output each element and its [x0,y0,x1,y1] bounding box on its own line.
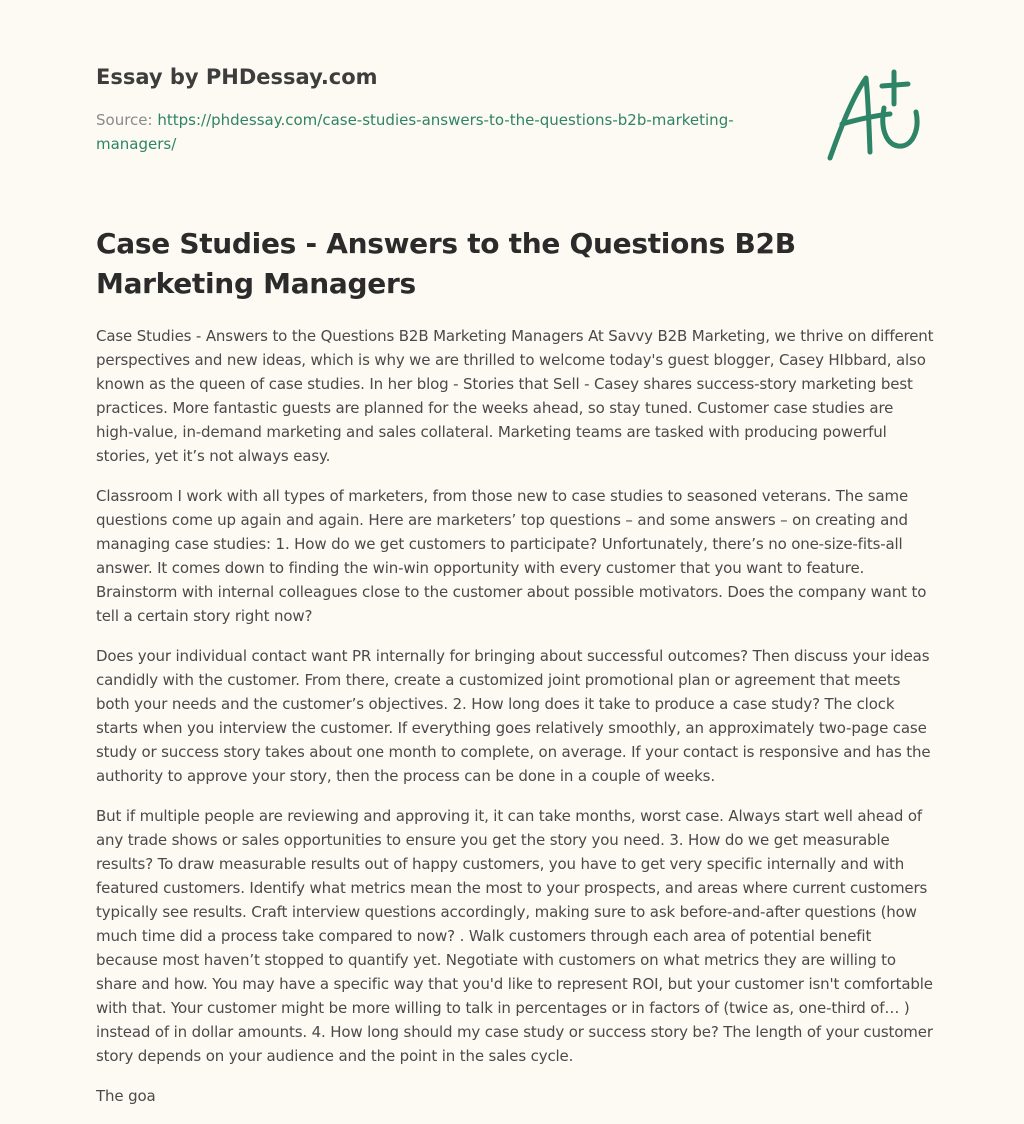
paragraph: Case Studies - Answers to the Questions B2B Marketing Managers At Savvy B2B Marketing, we thrive on different perspectives and new ideas, which is why we are thrilled to welcome today's guest blogger, Casey HIbbard, also known as the queen of case studies. In her blog - Stories that Sell - Casey shares success-story marketing best practices. More fantastic guests are planned for the weeks ahead, so stay tuned. Customer case studies are high-value, in-demand marketing and sales collateral. Marketing teams are tasked with producing powerful stories, yet it’s not always easy. [96,327,934,465]
paragraph: Classroom I work with all types of marketers, from those new to case studies to seasoned veterans. The same questions come up again and again. Here are marketers’ top questions – and some answers – on creating and managing case studies: 1. How do we get customers to participate? Unfortunately, there’s no one-size-fits-all answer. It comes down to finding the win-win opportunity with every customer that you want to feature. Brainstorm with internal colleagues close to the customer about possible motivators. Does the company want to tell a certain story right now? [96,487,927,625]
paragraph: But if multiple people are reviewing and approving it, it can take months, worst case. Always start well ahead of any trade shows or sales opportunities to ensure you get the story you need. 3. How do we get measurable results? To draw measurable results out of happy customers, you have to get very specific internally and with featured customers. Identify what metrics mean the most to your prospects, and areas where current customers typically see results. Craft interview questions accordingly, making sure to ask before-and-after questions (how much time did a process take compared to now? . Walk customers through each area of potential benefit because most haven’t stopped to quantify yet. Negotiate with customers on what metrics they are willing to share and how. You may have a specific way that you'd like to represent ROI, but your customer isn't comfortable with that. Your customer might be more willing to talk in percentages or in factors of (twice as, one-third of… ) instead of in dollar amounts. 4. How long should my case study or success story be? The length of your customer story depends on your audience and the point in the sales cycle. [96,807,933,1065]
source-label: Source: [96,111,153,129]
a-plus-grade-icon [822,68,926,164]
paragraph: Does your individual contact want PR internally for bringing about successful outcomes? Then discuss your ideas candidly with the customer. From there, create a customized joint promotional plan or agreement that meets both your needs and the customer’s objectives. 2. How long does it take to produce a case study? The clock starts when you interview the customer. If everything goes relatively smoothly, an approximately two-page case study or success story takes about one month to complete, on average. If your contact is responsive and has the authority to approve your story, then the process can be done in a couple of weeks. [96,647,931,785]
article-body [96,324,934,1124]
site-brand: Essay by PHDessay.com [96,65,378,89]
article-title: Case Studies - Answers to the Questions B2B Marketing Managers [96,227,796,300]
paragraph: The goa [96,1087,156,1105]
source-line [96,108,756,156]
page-header [96,62,776,156]
source-link[interactable]: https://phdessay.com/case-studies-answers-to-the-questions-b2b-marketing-managers/ [96,111,734,153]
